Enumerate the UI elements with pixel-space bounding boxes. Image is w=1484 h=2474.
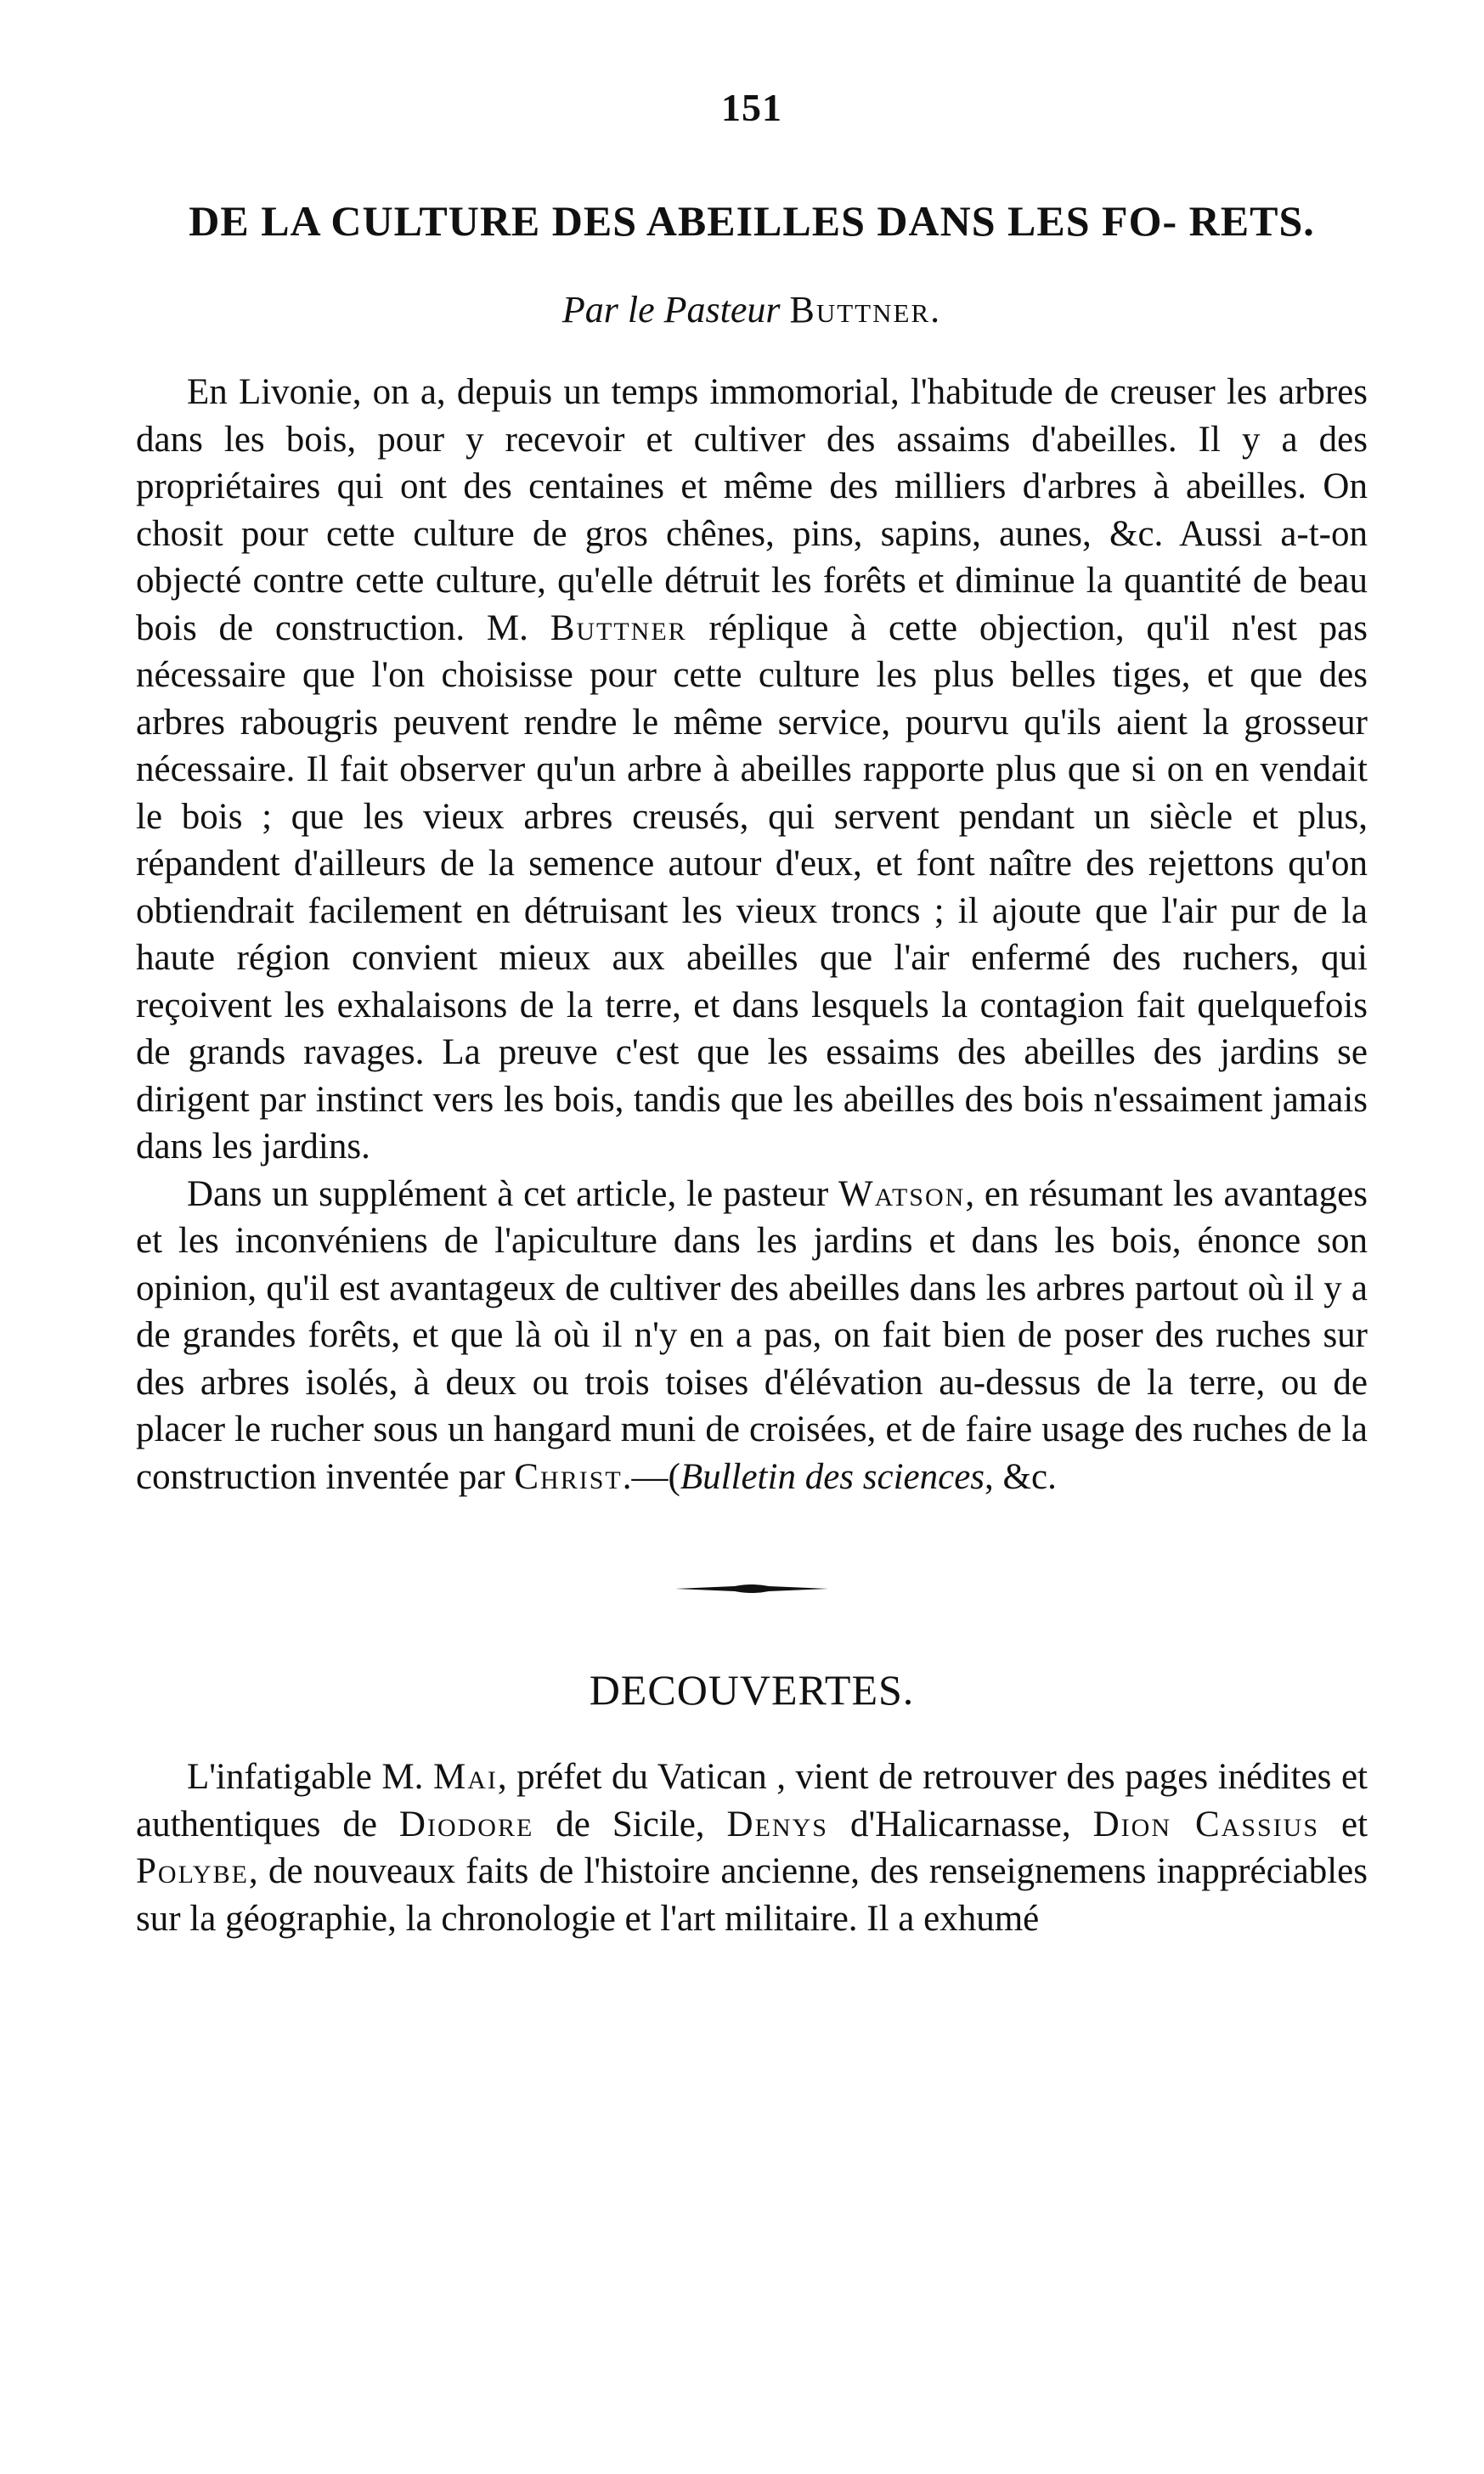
article1-p2-name-watson: Watson	[838, 1173, 966, 1214]
article2-p1-name-denys: Denys	[726, 1804, 828, 1844]
article1-paragraph-1	[136, 369, 1368, 1171]
article2-p1-name-dion-cassius: Dion Cassius	[1092, 1804, 1320, 1844]
byline	[136, 288, 1368, 331]
section-divider-ornament	[675, 1580, 828, 1597]
article-title-culture-abeilles: DE LA CULTURE DES ABEILLES DANS LES FO- RETS.	[189, 197, 1315, 245]
page	[136, 85, 1368, 1942]
article1-p1-text-b: réplique à cette objection, qu'il n'est pas nécessaire que l'on choisisse pour cette culture les plus belles tiges, et que des arbres rabougris peuvent rendre le même service, pourvu qu'ils aient la grosseur nécessaire. Il fait observer qu'un arbre à abeilles rapporte plus que si on en vendait le bois ; que les vieux arbres creusés, qui servent pendant un siècle et plus, répandent d'ailleurs de la semence autour d'eux, et font naître des rejettons qu'on obtiendrait facilement en détruisant les vieux troncs ; il ajoute que l'air pur de la haute région convient mieux aux abeilles que l'air enfermé des ruchers, qui reçoivent les exhalaisons de la terre, et dans lesquels la contagion fait quelquefois de grands ravages. La preuve c'est que les essaims des abeilles des jardins se dirigent par instinct vers les bois, tandis que les abeilles des bois n'essaiment jamais dans les jardins.	[136, 607, 1368, 1166]
article2-paragraph-1	[136, 1754, 1368, 1942]
article2-p1-name-diodore: Diodore	[398, 1804, 534, 1844]
article2-p1-name-mai: Mai	[432, 1757, 498, 1797]
article2-p1-text-b: , préfet du Vatican , vient de retrouver des pages inédites et authentiques de	[136, 1757, 1368, 1844]
article1-p1-name-buttner: Buttner	[550, 607, 687, 648]
article2-p1-text-a: L'infatigable M.	[187, 1757, 424, 1797]
article2-p1-text-f: , de nouveaux faits de l'histoire ancienne, des renseignemens inappréciables sur la géographie, la chronologie et l'art militaire. Il a exhumé	[136, 1851, 1368, 1939]
article1-p2-text-b: , en résumant les avantages et les inconvéniens de l'apiculture dans les jardins et dans les bois, énonce son opinion, qu'il est avantageux de cultiver des abeilles dans les arbres partout où il y a de grandes forêts, et que là où il n'y en a pas, on fait bien de poser des ruches sur des arbres isolés, à deux ou trois toises d'élévation au-dessus de la terre, ou de placer le rucher sous un hangard muni de croisées, et de faire usage des ruches de la construction inventée par	[136, 1173, 1368, 1497]
byline-prefix: Par le Pasteur	[561, 289, 781, 330]
article1-p2-text-a: Dans un supplément à cet article, le pasteur	[187, 1173, 829, 1214]
article1-paragraph-2	[136, 1171, 1368, 1501]
page-number: 151	[721, 86, 782, 129]
article1-p2-text-d: , &c.	[985, 1456, 1057, 1497]
section-title-decouvertes: DECOUVERTES.	[589, 1666, 915, 1714]
byline-author: Buttner.	[789, 289, 942, 330]
article2-p1-text-e: et	[1341, 1804, 1368, 1844]
article2-p1-text-c: de Sicile,	[556, 1804, 705, 1844]
article2-p1-text-d: d'Halicarnasse,	[849, 1804, 1071, 1844]
article1-p2-source: Bulletin des sciences	[680, 1456, 985, 1497]
article2-p1-name-polybe: Polybe	[136, 1851, 249, 1891]
article1-p1-text-a: En Livonie, on a, depuis un temps immomorial, l'habitude de creuser les arbres dans les bois, pour y recevoir et cultiver des assaims d'abeilles. Il y a des propriétaires qui ont des centaines et même des milliers d'arbres à abeilles. On chosit pour cette culture de gros chênes, pins, sapins, aunes, &c. Aussi a-t-on objecté contre cette culture, qu'elle détruit les forêts et diminue la quantité de beau bois de construction. M.	[136, 372, 1368, 648]
article1-p2-name-christ: Christ	[514, 1456, 623, 1497]
article1-p2-text-c: .—(	[622, 1456, 680, 1497]
